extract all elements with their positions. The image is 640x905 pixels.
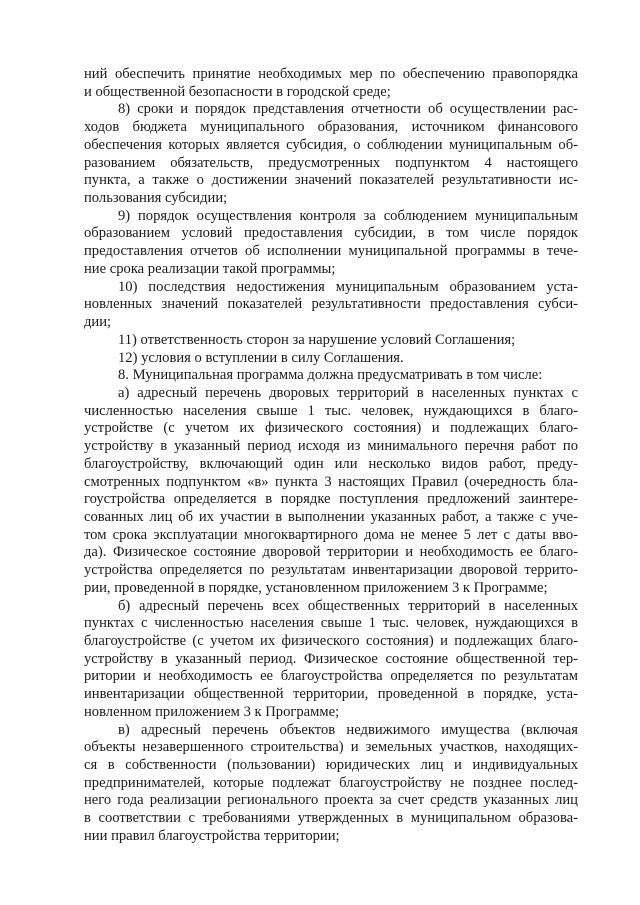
document-text-line: устройства определяется по результатам инвентаризации дворовой террито-	[84, 562, 578, 579]
document-text-line: в соответствии с требованиями утвержденных в муниципальном образова-	[84, 810, 578, 827]
document-text-line: пунктах с численностью населения свыше 1 тыс. человек, нуждающихся в	[84, 615, 578, 632]
document-text-line: новленных значений показателей результативности предоставления субси-	[84, 296, 578, 313]
document-text-line: пункта, а также о достижении значений показателей результативности ис-	[84, 172, 578, 189]
document-text-line: рии, проведенной в порядке, установленном приложением 3 к Программе;	[84, 579, 548, 596]
document-text-line: 11) ответственность сторон за нарушение условий Соглашения;	[118, 331, 516, 348]
document-text-line: устройству в указанный период исходя из минимального перечня работ по	[84, 438, 578, 455]
document-text-line: и общественной безопасности в городской среде;	[84, 83, 391, 100]
document-text-line: новленном приложением 3 к Программе;	[84, 703, 340, 720]
document-text-line: б) адресный перечень всех общественных территорий в населенных	[118, 597, 578, 614]
document-body-text	[84, 66, 578, 846]
document-text-line: а) адресный перечень дворовых территорий в населенных пунктах с	[118, 384, 578, 401]
document-text-line: обеспечения которых является субсидия, о соблюдении муниципальным об-	[84, 136, 578, 153]
document-text-line: 12) условия о вступлении в силу Соглашения.	[118, 349, 404, 366]
document-text-line: благоустройстве (с учетом их физического состояния) и подлежащих благо-	[84, 633, 578, 649]
document-text-line: в) адресный перечень объектов недвижимого имущества (включая	[118, 721, 578, 738]
document-text-line: предпринимателей, которые подлежат благоустройству не позднее послед-	[84, 774, 578, 791]
document-text-line: образованием условий предоставления субсидии, в том числе порядок	[84, 225, 578, 242]
document-text-line: 8. Муниципальная программа должна предусматривать в том числе:	[118, 367, 543, 384]
document-text-line: ний обеспечить принятие необходимых мер по обеспечению правопорядка	[84, 66, 578, 82]
document-text-line: объекты незавершенного строительства) и земельных участков, находящих-	[84, 739, 578, 756]
document-text-line: ся в собственности (пользовании) юридических лиц и индивидуальных	[84, 757, 578, 774]
document-text-line: сованных лиц об их участии в выполнении указанных работ, а также с уче-	[84, 508, 578, 525]
document-text-line: 9) порядок осуществления контроля за соблюдением муниципальным	[118, 207, 578, 224]
document-text-line: 8) сроки и порядок представления отчетности об осуществлении рас-	[118, 101, 578, 118]
document-text-line: дии;	[84, 314, 112, 331]
document-text-line: гоустройства определяется в порядке поступления предложений заинтере-	[84, 491, 578, 508]
document-text-line: ходов бюджета муниципального образования, источником финансового	[84, 119, 578, 136]
document-text-line: устройстве (с учетом их физического состояния) и подлежащих благо-	[84, 420, 578, 437]
document-text-line: 10) последствия недостижения муниципальным образованием уста-	[118, 278, 578, 295]
document-text-line: устройству в указанный период. Физическое состояние общественной тер-	[84, 650, 578, 667]
document-text-line: разованием обязательств, предусмотренных подпунктом 4 настоящего	[84, 154, 578, 171]
document-text-line: смотренных подпунктом «в» пункта 3 настоящих Правил (очередность бла-	[84, 473, 578, 490]
document-text-line: нии правил благоустройства территории;	[84, 827, 340, 844]
document-text-line: пользования субсидии;	[84, 190, 228, 207]
document-text-line: инвентаризации общественной территории, проведенной в порядке, уста-	[84, 686, 578, 703]
document-text-line: ритории и необходимость ее благоустройства определяется по результатам	[84, 668, 578, 685]
document-text-line: да). Физическое состояние дворовой территории и необходимость ее благо-	[84, 544, 578, 561]
document-text-line: него года реализации регионального проекта за счет средств указанных лиц	[84, 792, 578, 809]
document-text-line: том срока эксплуатации многоквартирного дома не менее 5 лет с даты вво-	[84, 526, 578, 543]
document-text-line: предоставления отчетов об исполнении муниципальной программы в тече-	[84, 243, 578, 260]
document-text-line: ние срока реализации такой программы;	[84, 260, 336, 277]
document-text-line: благоустройству, включающий один или несколько видов работ, преду-	[84, 455, 578, 472]
document-text-line: численностью населения свыше 1 тыс. человек, нуждающихся в благо-	[84, 402, 578, 419]
